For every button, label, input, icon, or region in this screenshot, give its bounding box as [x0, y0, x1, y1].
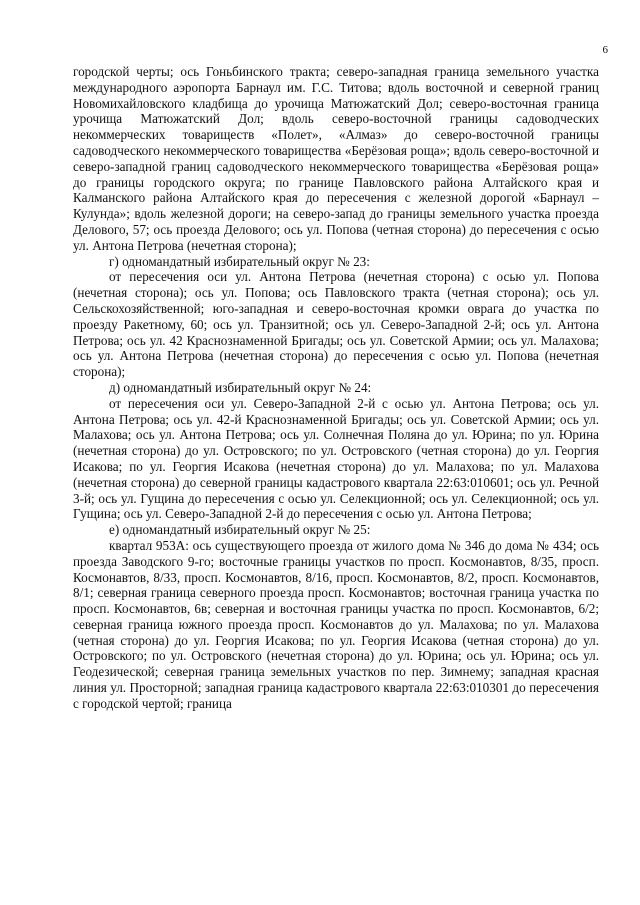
document-body — [73, 64, 599, 712]
paragraph: д) одномандатный избирательный округ № 24: — [109, 379, 372, 395]
paragraph: от пересечения оси ул. Антона Петрова (нечетная сторона) с осью ул. Попова (нечетная сторона); ось ул. Попова; ось Павловского тракта (четная сторона); ось ул. Сельскохозяйственной; юго-западная и северо-восточная кромки оврага до участка по проезду Ракетному, 60; ось ул. Транзитной; ось ул. Северо-Западной 2-й; ось ул. Антона Петрова; ось ул. 42 Краснознаменной Бригады; ось ул. Советской Армии; ось ул. Малахова; ось ул. Антона Петрова (нечетная сторона) до пересечения с осью ул. Попова (нечетная сторона); — [73, 269, 599, 380]
paragraph: г) одномандатный избирательный округ № 23: — [109, 253, 370, 269]
paragraph: городской черты; ось Гоньбинского тракта; северо-западная граница земельного участка международного аэропорта Барнаул им. Г.С. Титова; вдоль восточной и северной границ Новомихайловского кладбища до урочища Матюжатский Дол; северо-восточная граница урочища Матюжатский Дол; вдоль северо-восточной границы садоводческих некоммерческих товариществ «Полет», «Алмаз» до северо-восточной границы садоводческого некоммерческого товарищества «Берёзовая роща»; вдоль северо-восточной и северо-западной границ садоводческого некоммерческого товарищества «Берёзовая роща» до границы городского округа; по границе Павловского района Алтайского края и Калманского района Алтайского края до пересечения с железной дорогой «Барнаул – Кулунда»; вдоль железной дороги; на северо-запад до границы земельного участка проезда Делового, 57; ось проезда Делового; ось ул. Попова (четная сторона) до пересечения с осью ул. Антона Петрова (нечетная сторона); — [73, 64, 599, 253]
paragraph: квартал 953А: ось существующего проезда от жилого дома № 346 до дома № 434; ось проезда Заводского 9-го; восточные границы участков по просп. Космонавтов, 8/35, просп. Космонавтов, 8/33, просп. Космонавтов, 8/16, просп. Космонавтов, 8/2, просп. Космонавтов, 8/1; северная граница северного проезда просп. Космонавтов; восточная граница участка по просп. Космонавтов, 6в; северная и восточная границы участка по просп. Космонавтов, 6/2; северная граница южного проезда просп. Космонавтов до ул. Малахова; по ул. Малахова (четная сторона) до ул. Георгия Исакова; по ул. Георгия Исакова (четная сторона) до ул. Островского; по ул. Островского (нечетная сторона) до ул. Юрина; ось ул. Юрина; ось ул. Геодезической; северная граница земельных участков по пер. Зимнему; западная красная линия ул. Просторной; западная граница кадастрового квартала 22:63:010301 до пересечения с городской чертой; граница — [73, 537, 599, 711]
page-number: 6 — [602, 44, 608, 56]
paragraph: е) одномандатный избирательный округ № 25: — [109, 522, 371, 538]
paragraph: от пересечения оси ул. Северо-Западной 2-й с осью ул. Антона Петрова; ось ул. Антона Петрова; ось ул. 42-й Краснознаменной Бригады; ось ул. Советской Армии; ось ул. Малахова; ось ул. Антона Петрова; ось ул. Солнечная Поляна до ул. Юрина; по ул. Юрина (нечетная сторона) до ул. Островского; по ул. Островского (четная сторона) до ул. Георгия Исакова; по ул. Георгия Исакова (нечетная сторона) до ул. Малахова; по ул. Малахова (нечетная сторона) до северной границы кадастрового квартала 22:63:010601; ось ул. Речной 3-й; ось ул. Гущина до пересечения с осью ул. Селекционной; ось ул. Селекционной; ось ул. Гущина; ось ул. Северо-Западной 2-й до пересечения с осью ул. Антона Петрова; — [73, 395, 599, 522]
